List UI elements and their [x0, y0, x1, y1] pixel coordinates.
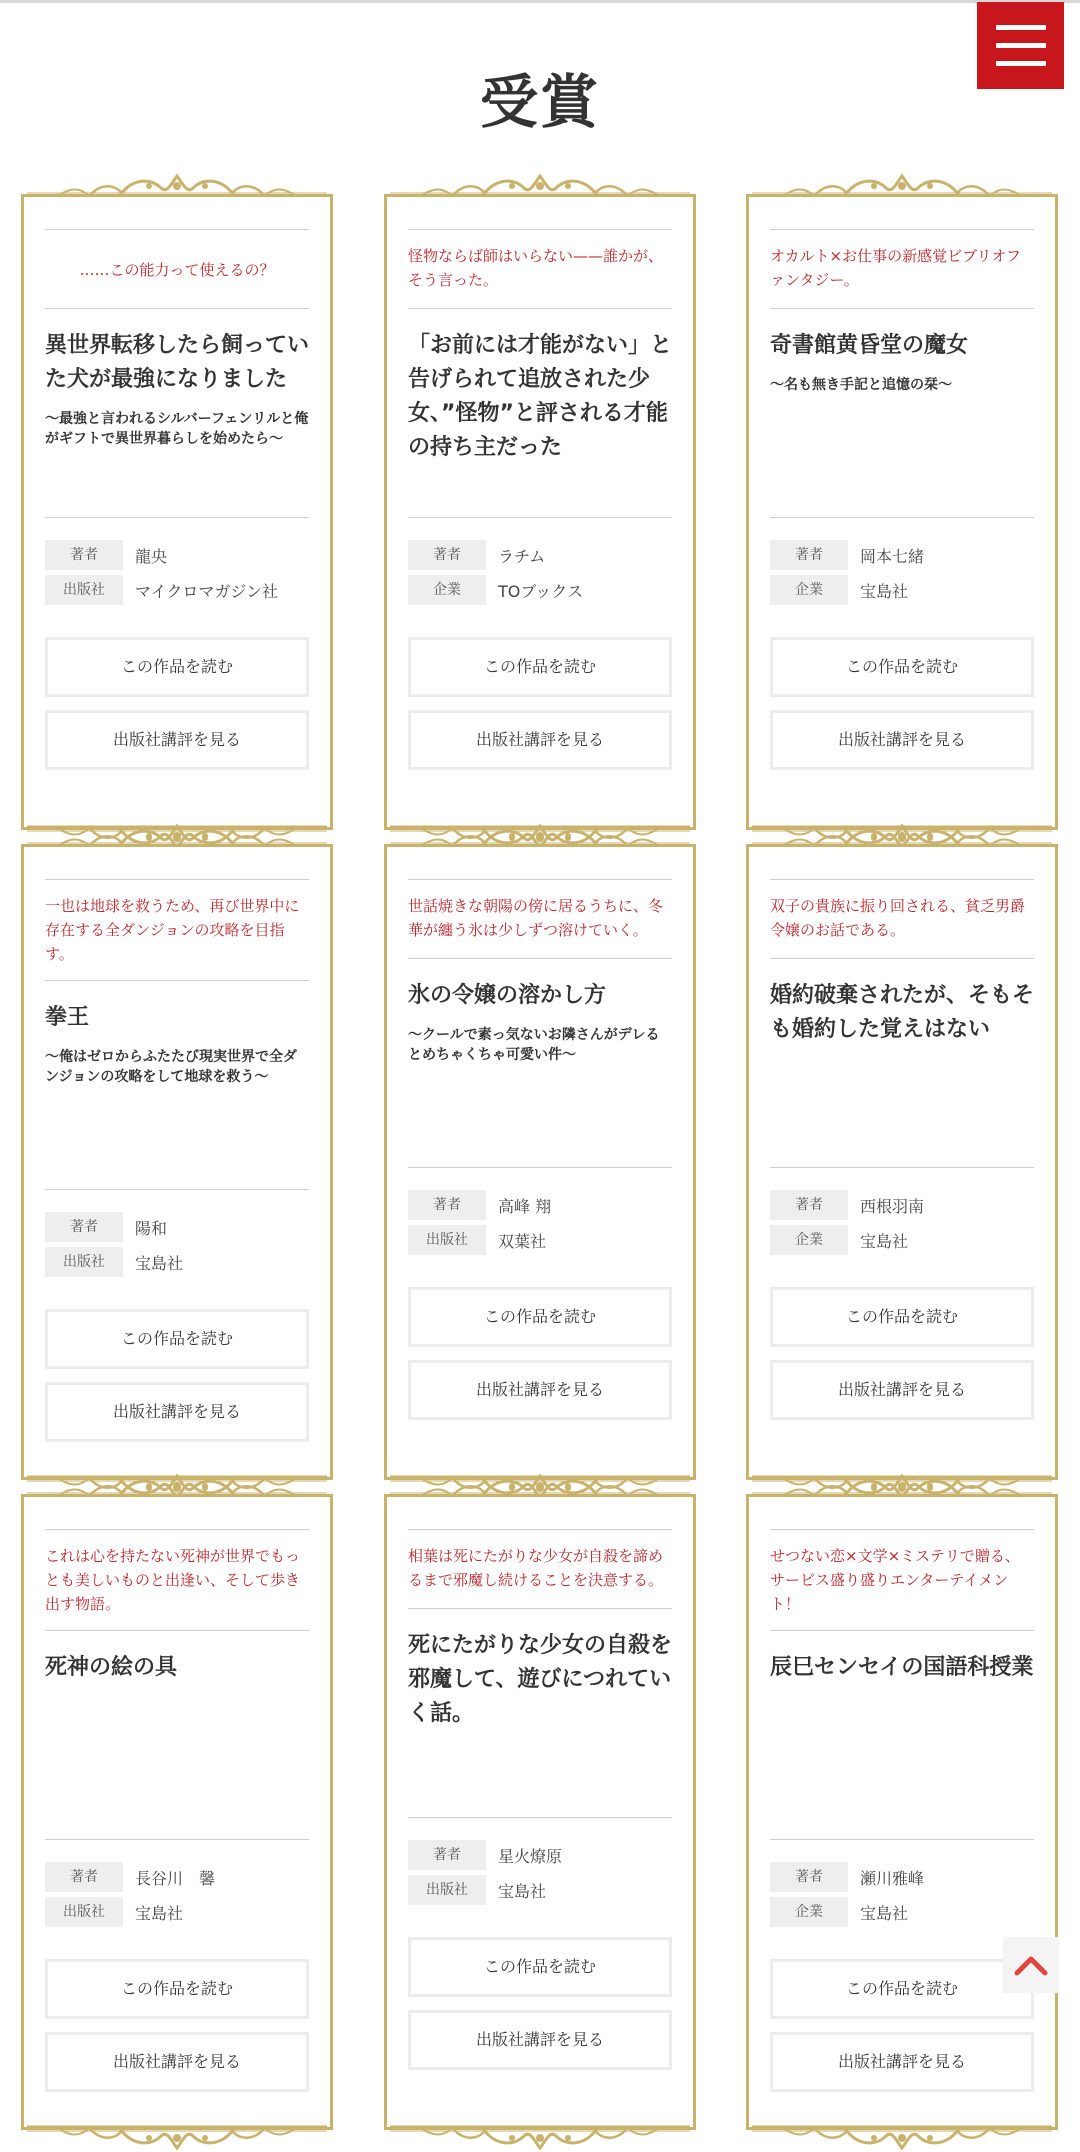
- card-title-block: [45, 981, 309, 1189]
- publisher-row: [45, 575, 309, 605]
- chevron-up-icon: [1014, 1954, 1048, 1976]
- card-meta: [45, 1840, 309, 1927]
- card-tagline: ……この能力って使えるの？: [79, 261, 275, 279]
- publisher-row: [408, 575, 672, 605]
- read-work-button[interactable]: この作品を読む: [408, 637, 672, 697]
- card-title-block: [408, 309, 672, 517]
- publisher-label: 企業: [770, 575, 848, 605]
- award-card: [384, 172, 696, 852]
- card-meta: [770, 518, 1034, 605]
- publisher-name: 宝島社: [860, 1231, 909, 1251]
- read-work-button[interactable]: この作品を読む: [770, 1959, 1034, 2019]
- author-name: 陽和: [135, 1218, 168, 1238]
- page-title: 受賞: [479, 68, 600, 136]
- hamburger-menu-icon-bar: [996, 43, 1046, 48]
- award-card: [746, 172, 1058, 852]
- author-name: 岡本七緒: [860, 546, 925, 566]
- card-title-block: [770, 1631, 1034, 1839]
- author-row: [45, 1212, 309, 1242]
- card-title: 死神の絵の具: [45, 1655, 178, 1680]
- publisher-review-button[interactable]: 出版社講評を見る: [770, 710, 1034, 770]
- publisher-review-button[interactable]: 出版社講評を見る: [408, 710, 672, 770]
- publisher-review-button[interactable]: 出版社講評を見る: [408, 2010, 672, 2070]
- author-row: [770, 1190, 1034, 1220]
- card-title: 拳王: [45, 1005, 90, 1030]
- card-title-block: [45, 1631, 309, 1839]
- card-subtitle: 〜名も無き手記と追憶の栞〜: [770, 377, 952, 393]
- read-work-button[interactable]: この作品を読む: [770, 637, 1034, 697]
- author-row: [408, 1190, 672, 1220]
- publisher-review-button[interactable]: 出版社講評を見る: [408, 1360, 672, 1420]
- card-tagline: せつない恋×文学×ミステリで贈る、サービス盛り盛りエンターテイメント！: [770, 1547, 1020, 1613]
- read-work-button[interactable]: この作品を読む: [45, 1959, 309, 2019]
- award-card: [746, 822, 1058, 1502]
- publisher-review-button[interactable]: 出版社講評を見る: [45, 2032, 309, 2092]
- publisher-label: 企業: [770, 1897, 848, 1927]
- publisher-label: 出版社: [408, 1875, 486, 1905]
- read-work-button[interactable]: この作品を読む: [45, 1309, 309, 1369]
- publisher-label: 出版社: [45, 1247, 123, 1277]
- card-body: [770, 1529, 1034, 2112]
- publisher-row: [408, 1225, 672, 1255]
- top-border: [0, 0, 1080, 3]
- publisher-label: 企業: [770, 1225, 848, 1255]
- card-title-block: [770, 309, 1034, 517]
- author-name: 長谷川 馨: [135, 1868, 216, 1888]
- publisher-name: TOブックス: [498, 581, 584, 601]
- card-subtitle: 〜俺はゼロからふたたび現実世界で全ダンジョンの攻略をして地球を救う〜: [45, 1049, 297, 1085]
- author-label: 著者: [770, 1190, 848, 1220]
- card-meta: [770, 1168, 1034, 1255]
- read-work-button[interactable]: この作品を読む: [45, 637, 309, 697]
- read-work-button[interactable]: この作品を読む: [770, 1287, 1034, 1347]
- author-label: 著者: [770, 1862, 848, 1892]
- author-row: [770, 540, 1034, 570]
- publisher-review-button[interactable]: 出版社講評を見る: [770, 2032, 1034, 2092]
- award-card: [384, 822, 696, 1502]
- author-row: [45, 1862, 309, 1892]
- card-subtitle: 〜クールで素っ気ないお隣さんがデレるとめちゃくちゃ可愛い件〜: [408, 1027, 660, 1063]
- card-body: [408, 229, 672, 812]
- card-title: 死にたがりな少女の自殺を邪魔して、遊びにつれていく話。: [408, 1633, 673, 1726]
- gold-ornament-icon: [21, 2122, 333, 2152]
- publisher-row: [45, 1247, 309, 1277]
- card-tagline: オカルト×お仕事の新感覚ビブリオファンタジー。: [770, 247, 1021, 289]
- publisher-row: [770, 575, 1034, 605]
- card-subtitle: 〜最強と言われるシルバーフェンリルと俺がギフトで異世界暮らしを始めたら〜: [45, 411, 309, 447]
- author-row: [45, 540, 309, 570]
- author-name: 西根羽南: [860, 1196, 925, 1216]
- card-meta: [408, 1818, 672, 1905]
- publisher-name: マイクロマガジン社: [135, 581, 278, 601]
- card-title: 異世界転移したら飼っていた犬が最強になりました: [45, 333, 310, 392]
- card-title-block: [45, 309, 309, 517]
- award-card: [746, 1472, 1058, 2152]
- read-work-button[interactable]: この作品を読む: [408, 1287, 672, 1347]
- author-row: [408, 1840, 672, 1870]
- card-title-block: [408, 1609, 672, 1817]
- publisher-name: 双葉社: [498, 1231, 547, 1251]
- author-name: 高峰 翔: [498, 1196, 552, 1216]
- publisher-row: [770, 1225, 1034, 1255]
- publisher-name: 宝島社: [135, 1903, 184, 1923]
- publisher-row: [770, 1897, 1034, 1927]
- author-name: 星火燎原: [498, 1846, 563, 1866]
- card-title-block: [770, 959, 1034, 1167]
- gold-ornament-icon: [384, 2122, 696, 2152]
- publisher-name: 宝島社: [135, 1253, 184, 1273]
- publisher-row: [408, 1875, 672, 1905]
- award-card: [21, 172, 333, 852]
- card-title-block: [408, 959, 672, 1167]
- publisher-name: 宝島社: [498, 1881, 547, 1901]
- card-title: 「お前には才能がない」と告げられて追放された少女、”怪物”と評される才能の持ち主だった: [408, 333, 673, 460]
- author-label: 著者: [408, 1840, 486, 1870]
- author-label: 著者: [408, 1190, 486, 1220]
- gold-ornament-icon: [746, 2122, 1058, 2152]
- card-tagline: 相葉は死にたがりな少女が自殺を諦めるまで邪魔し続けることを決意する。: [408, 1547, 664, 1589]
- publisher-label: 企業: [408, 575, 486, 605]
- publisher-row: [45, 1897, 309, 1927]
- card-tagline: 一也は地球を救うため、再び世界中に存在する全ダンジョンの攻略を目指す。: [45, 897, 300, 963]
- card-tagline: 怪物ならば師はいらない——誰かが、そう言った。: [408, 247, 664, 289]
- card-body: [770, 229, 1034, 812]
- card-meta: [45, 518, 309, 605]
- award-card: [21, 1472, 333, 2152]
- author-name: 龍央: [135, 546, 168, 566]
- publisher-review-button[interactable]: 出版社講評を見る: [45, 1382, 309, 1442]
- publisher-name: 宝島社: [860, 1903, 909, 1923]
- card-meta: [770, 1840, 1034, 1927]
- author-label: 著者: [770, 540, 848, 570]
- publisher-label: 出版社: [408, 1225, 486, 1255]
- card-title: 辰巳センセイの国語科授業: [770, 1655, 1034, 1680]
- award-card: [384, 1472, 696, 2152]
- publisher-review-button[interactable]: 出版社講評を見る: [770, 1360, 1034, 1420]
- author-label: 著者: [408, 540, 486, 570]
- author-label: 著者: [45, 540, 123, 570]
- read-work-button[interactable]: この作品を読む: [408, 1937, 672, 1997]
- card-body: [45, 879, 309, 1462]
- award-card: [21, 822, 333, 1502]
- author-label: 著者: [45, 1212, 123, 1242]
- card-meta: [408, 518, 672, 605]
- scroll-to-top-button[interactable]: [1003, 1937, 1059, 1993]
- card-tagline: 世話焼きな朝陽の傍に居るうちに、冬華が纏う氷は少しずつ溶けていく。: [408, 897, 664, 939]
- author-row: [770, 1862, 1034, 1892]
- publisher-label: 出版社: [45, 575, 123, 605]
- author-name: 瀬川雅峰: [860, 1868, 925, 1888]
- publisher-review-button[interactable]: 出版社講評を見る: [45, 710, 309, 770]
- card-title: 婚約破棄されたが、そもそも婚約した覚えはない: [770, 983, 1035, 1042]
- hamburger-menu-icon: [996, 25, 1046, 30]
- card-tagline: 双子の貴族に振り回される、貧乏男爵令嬢のお話である。: [770, 897, 1026, 939]
- card-body: [408, 1529, 672, 2112]
- card-body: [408, 879, 672, 1462]
- card-body: [770, 879, 1034, 1462]
- card-tagline: これは心を持たない死神が世界でもっとも美しいものと出逢い、そして歩き出す物語。: [45, 1547, 301, 1613]
- card-body: [45, 1529, 309, 2112]
- card-body: [45, 229, 309, 812]
- card-title: 奇書館黄昏堂の魔女: [770, 333, 969, 358]
- card-title: 氷の令嬢の溶かし方: [408, 983, 607, 1008]
- card-meta: [408, 1168, 672, 1255]
- author-label: 著者: [45, 1862, 123, 1892]
- card-meta: [45, 1190, 309, 1277]
- publisher-label: 出版社: [45, 1897, 123, 1927]
- author-name: ラチム: [498, 546, 546, 566]
- publisher-name: 宝島社: [860, 581, 909, 601]
- author-row: [408, 540, 672, 570]
